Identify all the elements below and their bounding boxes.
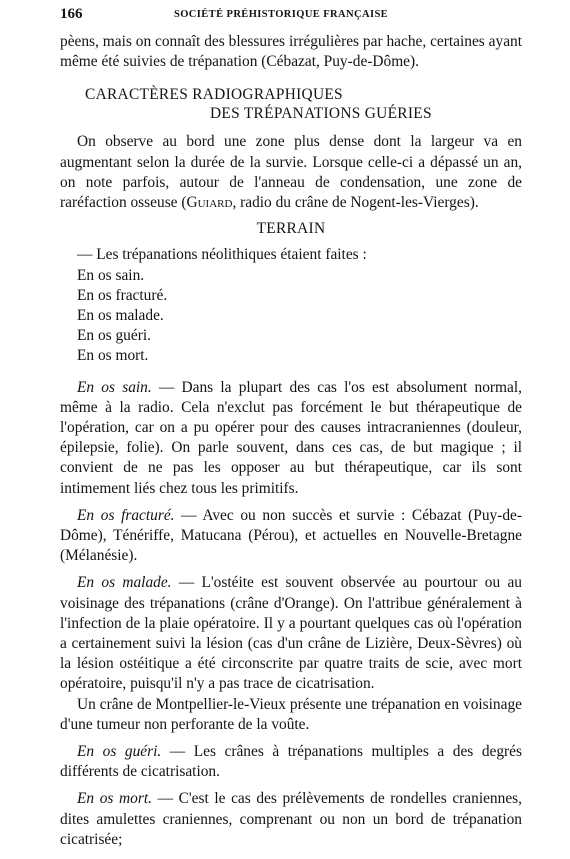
list-item: En os guéri. <box>77 326 151 344</box>
paragraph-montpellier: Un crâne de Montpellier-le-Vieux présente une trépanation en voisinage d'une tumeur non perforante de la voûte. <box>60 695 522 733</box>
paragraph-text: — Les crânes à trépanations multiples a des degrés différents de cicatrisation. <box>60 743 522 781</box>
journal-title: SOCIÉTÉ PRÉHISTORIQUE FRANÇAISE <box>174 9 389 20</box>
list-item: En os mort. <box>77 346 149 364</box>
terrain-intro: — Les trépanations néolithiques étaient faites : <box>77 246 367 264</box>
paragraph-label: En os guéri. <box>77 743 162 761</box>
list-item: En os sain. <box>77 266 145 284</box>
paragraph-os-malade <box>60 573 522 694</box>
section-heading <box>60 85 522 123</box>
author-name: Guiard <box>186 194 233 212</box>
paragraph-label: En os mort. <box>77 790 152 808</box>
paragraph-os-mort <box>60 789 522 850</box>
paragraph-os-gueri <box>60 742 522 782</box>
paragraph-text: — Dans la plupart des cas l'os est absolument normal, même à la radio. Cela n'exclut pas forcément le but thérapeutique de l'opération, car on a pu opérer pour des causes intracraniennes (douleur, épilepsie, folie). On parle souvent, dans ces cas, de but magique ; il convient de ne pas les opposer au but thérapeutique, car ils sont intimement liés chez tous les primitifs. <box>60 378 522 497</box>
page-number: 166 <box>60 6 83 22</box>
running-header <box>60 6 522 26</box>
terrain-list <box>60 266 522 366</box>
page-body <box>60 32 522 850</box>
paragraph-label: En os fracturé. <box>77 506 175 524</box>
paragraph-text: — Avec ou non succès et survie : Cébazat (Puy-de-Dôme), Ténériffe, Matucana (Pérou), et actuelles en Nouvelle-Bretagne (Mélanésie). <box>60 506 522 565</box>
intro-paragraph: pèens, mais on connaît des blessures irrégulières par hache, certaines ayant même été suivies de trépanation (Cébazat, Puy-de-Dôme). <box>60 33 522 71</box>
paragraph-os-fracture <box>60 506 522 567</box>
paragraph-label: En os sain. <box>77 378 152 396</box>
radiographic-text-b: , radio du crâne de Nogent-les-Vierges). <box>232 194 479 212</box>
section-heading-line1: CARACTÈRES RADIOGRAPHIQUES <box>85 86 343 104</box>
paragraph-text: — C'est le cas des prélèvements de rondelles craniennes, dites amulettes craniennes, comprenant ou non un bord de trépanation cicatrisée; <box>60 790 522 848</box>
radiographic-paragraph <box>60 132 522 213</box>
paragraph-os-sain <box>60 378 522 499</box>
paragraph-text: — L'ostéite est souvent observée au pourtour ou au voisinage des trépanations (crâne d'Orange). On l'attribue généralement à l'infection de la plaie opératoire. Il y a pourtant quelques cas où l'opération a certainement suivi la lésion (cas d'un crâne de Lizière, Deux-Sèvres) où la lésion ostéitique a été circonscrite par quatre traits de scie, avec mort opératoire, puisqu'il n'y a pas trace de cicatrisation. <box>60 574 523 693</box>
list-item: En os fracturé. <box>77 286 168 304</box>
terrain-heading: TERRAIN <box>256 220 326 238</box>
list-item: En os malade. <box>77 306 164 324</box>
section-heading-line2: DES TRÉPANATIONS GUÉRIES <box>210 105 432 123</box>
paragraph-label: En os malade. <box>77 574 172 592</box>
radiographic-text-a: On observe au bord une zone plus dense dont la largeur va en augmentant selon la durée de la survie. Lorsque celle-ci a dépassé un an, on note parfois, autour de l'anneau de condensation, une zone de raréfaction osseuse ( <box>60 133 522 212</box>
